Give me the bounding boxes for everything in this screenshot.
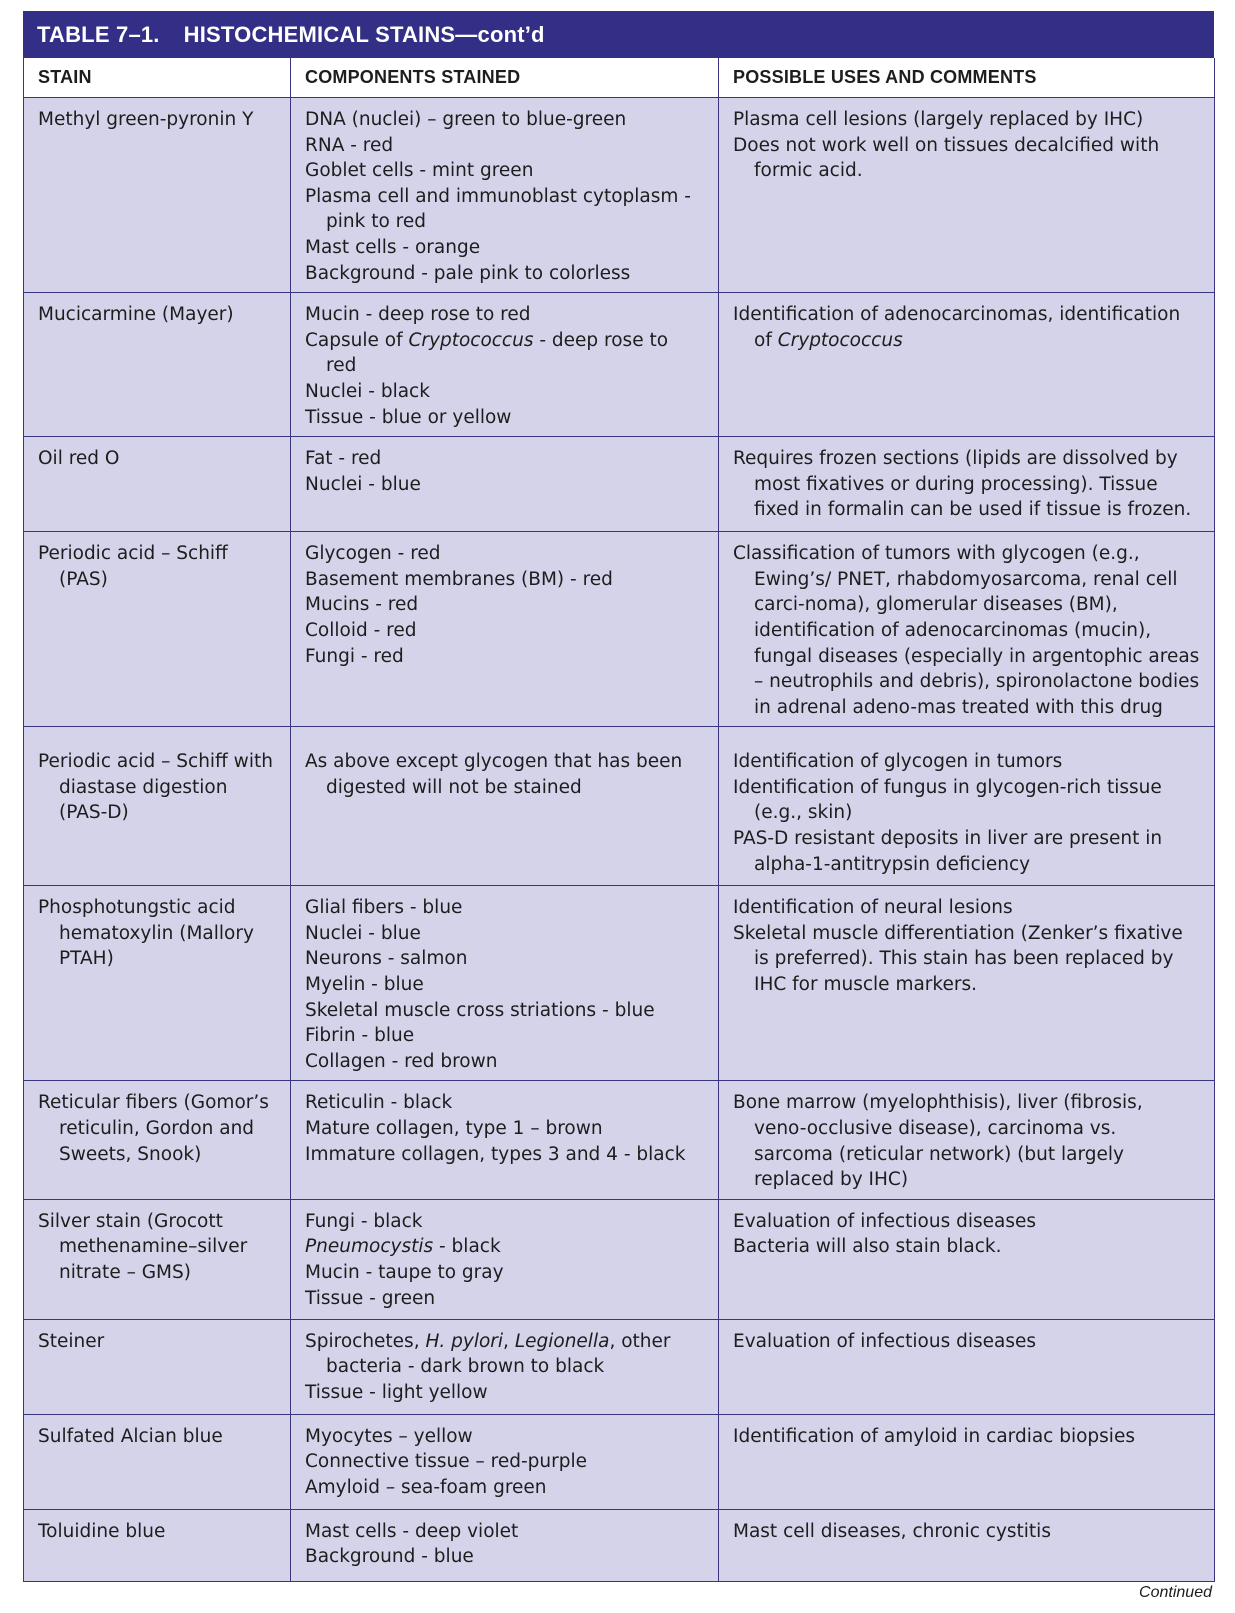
stain-cell: [24, 727, 291, 886]
table-row: [24, 727, 1215, 886]
table-row: [24, 437, 1215, 532]
stain-cell: [24, 1199, 291, 1319]
cell-line: Tissue - blue or yellow: [305, 406, 512, 428]
cell-line: Mast cells - orange: [305, 236, 481, 258]
continued-note: Continued: [1139, 1584, 1212, 1601]
cell-line: Identification of fungus in glycogen-rich tissue (e.g., skin): [733, 776, 1162, 824]
table-container: [23, 11, 1214, 1582]
components-cell: [291, 293, 719, 437]
cell-line: Myelin - blue: [305, 974, 424, 996]
cell-line: Requires frozen sections (lipids are dissolved by most fixatives or during processing). Tissue fixed in formalin can be used if tissue is frozen.: [733, 448, 1192, 521]
cell-line: Plasma cell lesions (largely replaced by IHC): [733, 109, 1144, 130]
stain-cell: [24, 1081, 291, 1199]
cell-line: Steiner: [38, 1330, 105, 1352]
table-body: [24, 98, 1215, 1582]
cell-line: Capsule of Cryptococcus - deep rose to red: [305, 329, 669, 377]
cell-line: Reticular fibers (Gomor’s reticulin, Gordon and Sweets, Snook): [38, 1092, 269, 1165]
cell-line: Spirochetes, H. pylori, Legionella, other bacteria - dark brown to black: [305, 1330, 671, 1378]
cell-line: Mucin - deep rose to red: [305, 304, 531, 326]
uses-cell: [719, 98, 1215, 293]
stains-table: [23, 58, 1215, 1582]
components-cell: [291, 1199, 719, 1319]
cell-line: Identification of neural lesions: [733, 897, 1013, 919]
cell-line: Periodic acid – Schiff (PAS): [38, 543, 228, 590]
cell-line: Identification of adenocarcinomas, identification of Cryptococcus: [733, 304, 1181, 351]
table-row: [24, 886, 1215, 1081]
cell-line: Background - blue: [305, 1546, 474, 1568]
cell-line: Mast cell diseases, chronic cystitis: [733, 1520, 1051, 1542]
cell-line: Mast cells - deep violet: [305, 1520, 519, 1542]
cell-line: Mature collagen, type 1 – brown: [305, 1118, 603, 1140]
cell-line: Toluidine blue: [38, 1520, 166, 1542]
table-title: HISTOCHEMICAL STAINS—cont’d: [183, 21, 545, 47]
cell-line: Basement membranes (BM) - red: [305, 568, 613, 590]
table-number: TABLE 7–1.: [37, 21, 160, 47]
cell-line: Sulfated Alcian blue: [38, 1425, 223, 1447]
cell-line: DNA (nuclei) – green to blue-green: [305, 109, 627, 130]
uses-cell: [719, 1199, 1215, 1319]
components-cell: [291, 1509, 719, 1581]
cell-line: Skeletal muscle cross striations - blue: [305, 999, 655, 1021]
cell-line: Fungi - red: [305, 645, 404, 667]
stain-cell: [24, 1414, 291, 1509]
cell-line: Colloid - red: [305, 619, 417, 641]
cell-line: Silver stain (Grocott methenamine–silver nitrate – GMS): [38, 1210, 248, 1283]
table-title-bar: [23, 11, 1214, 58]
stain-cell: [24, 532, 291, 727]
components-cell: [291, 1081, 719, 1199]
cell-line: Identification of glycogen in tumors: [733, 751, 1063, 773]
table-row: [24, 1319, 1215, 1414]
cell-line: PAS-D resistant deposits in liver are present in alpha-1-antitrypsin deficiency: [733, 828, 1163, 875]
cell-line: RNA - red: [305, 134, 394, 156]
components-cell: [291, 886, 719, 1081]
stain-cell: [24, 98, 291, 293]
stain-cell: [24, 1319, 291, 1414]
cell-line: Skeletal muscle differentiation (Zenker’s fixative is preferred). This stain has been replaced by IHC for muscle markers.: [733, 922, 1183, 996]
cell-line: Nuclei - blue: [305, 473, 421, 495]
cell-line: Immature collagen, types 3 and 4 - black: [305, 1143, 686, 1165]
uses-cell: [719, 727, 1215, 886]
cell-line: Myocytes – yellow: [305, 1425, 473, 1447]
cell-line: Background - pale pink to colorless: [305, 262, 631, 284]
cell-line: Evaluation of infectious diseases: [733, 1330, 1036, 1352]
components-cell: [291, 532, 719, 727]
cell-line: Mucicarmine (Mayer): [38, 304, 234, 326]
cell-line: Amyloid – sea-foam green: [305, 1477, 547, 1498]
uses-cell: [719, 437, 1215, 532]
cell-line: Collagen - red brown: [305, 1050, 498, 1072]
table-row: [24, 532, 1215, 727]
cell-line: Nuclei - blue: [305, 922, 421, 944]
cell-line: Classification of tumors with glycogen (e.g., Ewing’s/ PNET, rhabdomyosarcoma, renal cell carci-noma), glomerular diseases (BM), identification of adenocarcinomas (mucin), fungal diseases (especially in argentophic areas – neutrophils and debris), spironolactone bodies in adrenal adeno-mas treated with this drug: [733, 543, 1200, 718]
uses-cell: [719, 1509, 1215, 1581]
cell-line: Bacteria will also stain black.: [733, 1236, 1002, 1258]
cell-line: Oil red O: [38, 448, 120, 470]
cell-line: Tissue - green: [305, 1287, 436, 1309]
uses-cell: [719, 293, 1215, 437]
cell-line: As above except glycogen that has been digested will not be stained: [305, 751, 683, 798]
table-row: [24, 1199, 1215, 1319]
components-cell: [291, 437, 719, 532]
cell-line: Bone marrow (myelophthisis), liver (fibrosis, veno-occlusive disease), carcinoma vs. sarcoma (reticular network) (but largely replaced by IHC): [733, 1092, 1143, 1191]
cell-line: Glial fibers - blue: [305, 897, 463, 919]
cell-line: Neurons - salmon: [305, 948, 468, 970]
components-cell: [291, 1414, 719, 1509]
cell-line: Plasma cell and immunoblast cytoplasm - pink to red: [305, 185, 691, 233]
components-cell: [291, 98, 719, 293]
cell-line: Fat - red: [305, 448, 382, 470]
cell-line: Connective tissue – red-purple: [305, 1451, 587, 1473]
cell-line: Reticulin - black: [305, 1092, 453, 1114]
components-cell: [291, 727, 719, 886]
cell-line: Nuclei - black: [305, 380, 430, 402]
cell-line: Periodic acid – Schiff with diastase digestion (PAS-D): [38, 751, 273, 824]
header-uses: POSSIBLE USES AND COMMENTS: [719, 58, 1215, 98]
cell-line: Mucin - taupe to gray: [305, 1262, 504, 1283]
cell-line: Identification of amyloid in cardiac biopsies: [733, 1425, 1135, 1447]
cell-line: Fungi - black: [305, 1210, 423, 1232]
uses-cell: [719, 886, 1215, 1081]
cell-line: Pneumocystis - black: [305, 1236, 501, 1258]
cell-line: Goblet cells - mint green: [305, 160, 534, 182]
stain-cell: [24, 293, 291, 437]
cell-line: Methyl green-pyronin Y: [38, 109, 254, 130]
table-row: [24, 1414, 1215, 1509]
cell-line: Mucins - red: [305, 594, 419, 616]
table-row: [24, 98, 1215, 293]
table-row: [24, 1509, 1215, 1581]
stain-cell: [24, 437, 291, 532]
cell-line: Fibrin - blue: [305, 1025, 415, 1047]
uses-cell: [719, 1081, 1215, 1199]
uses-cell: [719, 1319, 1215, 1414]
header-components: COMPONENTS STAINED: [291, 58, 719, 98]
cell-line: Phosphotungstic acid hematoxylin (Mallory PTAH): [38, 897, 254, 970]
cell-line: Tissue - light yellow: [305, 1382, 488, 1403]
stain-cell: [24, 886, 291, 1081]
stain-cell: [24, 1509, 291, 1581]
header-stain: STAIN: [24, 58, 291, 98]
components-cell: [291, 1319, 719, 1414]
uses-cell: [719, 532, 1215, 727]
table-row: [24, 1081, 1215, 1199]
cell-line: Does not work well on tissues decalcified with formic acid.: [733, 134, 1160, 182]
uses-cell: [719, 1414, 1215, 1509]
header-row: [24, 58, 1215, 98]
cell-line: Evaluation of infectious diseases: [733, 1210, 1036, 1232]
table-row: [24, 293, 1215, 437]
cell-line: Glycogen - red: [305, 543, 441, 565]
